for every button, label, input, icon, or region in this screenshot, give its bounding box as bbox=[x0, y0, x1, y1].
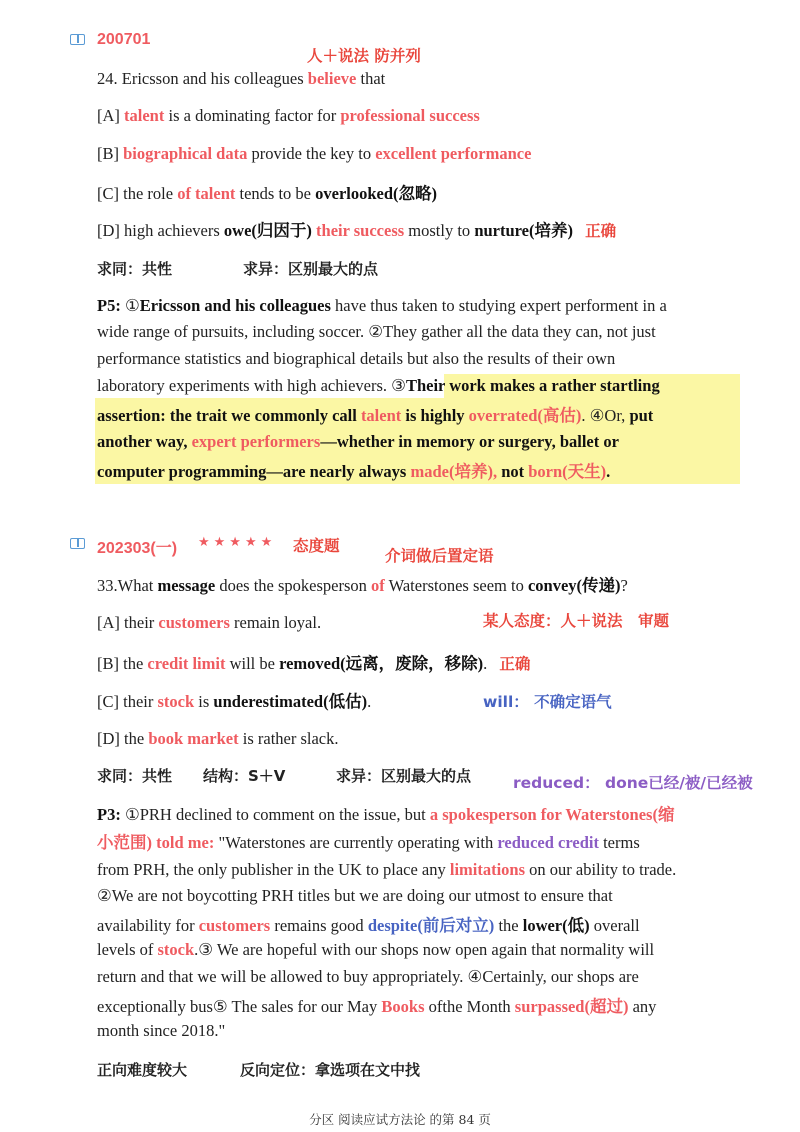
bottom-note: 正向难度较大 bbox=[97, 1061, 188, 1079]
paragraph-line: computer programming—are nearly always made(培养), not born(天生). bbox=[97, 462, 611, 481]
section-code: 200701 bbox=[97, 31, 151, 48]
section-code: 202303(一) bbox=[97, 540, 178, 557]
paragraph-line: assertion: the trait we commonly call talent is highly overrated(高估). ④Or, put bbox=[97, 406, 654, 425]
option-b: [B] biographical data provide the key to excellent performance bbox=[97, 144, 532, 163]
paragraph-line: levels of stock.③ We are hopeful with our shops now open again that normality will bbox=[97, 940, 655, 959]
option-a: [A] talent is a dominating factor for professional success bbox=[97, 106, 480, 125]
annotation-note: 介词做后置定语 bbox=[385, 547, 494, 565]
paragraph-line: another way, expert performers—whether in memory or surgery, ballet or bbox=[97, 432, 619, 451]
annotation-note: reduced： done已经/被/已经被 bbox=[513, 774, 753, 792]
paragraph-line: 小范围) told me: "Waterstones are currently operating with reduced credit terms bbox=[97, 833, 640, 852]
method-structure: 结构：S＋V bbox=[203, 767, 286, 785]
option-b: [B] the credit limit will be removed(远离，废除，移除). 正确 bbox=[97, 654, 531, 673]
paragraph-line: return and that we will be allowed to buy appropriately. ④Certainly, our shops are bbox=[97, 967, 639, 986]
method-common: 求同：共性 bbox=[97, 767, 173, 785]
question-type: 态度题 bbox=[293, 537, 340, 555]
paragraph-line: month since 2018." bbox=[97, 1021, 226, 1040]
paragraph-line: P3: ①PRH declined to comment on the issue, but a spokesperson for Waterstones(缩 bbox=[97, 805, 675, 824]
question-stem: 33.What message does the spokesperson of Waterstones seem to convey(传递)? bbox=[97, 576, 628, 595]
paragraph-line: exceptionally bus⑤ The sales for our May Books ofthe Month surpassed(超过) any bbox=[97, 997, 657, 1016]
paragraph-line: availability for customers remains good despite(前后对立) the lower(低) overall bbox=[97, 916, 640, 935]
correct-note: 正确 bbox=[499, 655, 531, 673]
star-rating: ★★★★★ bbox=[198, 535, 277, 550]
paragraph-line: from PRH, the only publisher in the UK to place any limitations on our ability to trade. bbox=[97, 860, 677, 879]
option-c: [C] their stock is underestimated(低估). bbox=[97, 692, 372, 711]
annotation-note: 某人态度：人＋说法 审题 bbox=[483, 612, 670, 630]
paragraph-line: ②We are not boycotting PRH titles but we are doing our utmost to ensure that bbox=[97, 886, 613, 905]
paragraph-line: P5: ①Ericsson and his colleagues have thus taken to studying expert performent in a bbox=[97, 296, 667, 315]
bottom-note: 反向定位：拿选项在文中找 bbox=[240, 1061, 421, 1079]
book-icon bbox=[70, 538, 85, 549]
annotation-note: will： 不确定语气 bbox=[483, 693, 612, 711]
paragraph-line: laboratory experiments with high achievers. ③Their work makes a rather startling bbox=[97, 376, 660, 395]
option-c: [C] the role of talent tends to be overlooked(忽略) bbox=[97, 184, 438, 203]
book-icon bbox=[70, 34, 85, 45]
paragraph-line: performance statistics and biographical details but also the results of their own bbox=[97, 349, 616, 368]
method-common: 求同：共性 bbox=[97, 260, 173, 278]
annotation-note: 人＋说法 防并列 bbox=[307, 47, 421, 65]
option-d: [D] high achievers owe(归因于) their success mostly to nurture(培养) 正确 bbox=[97, 221, 617, 240]
method-different: 求异：区别最大的点 bbox=[243, 260, 379, 278]
correct-note: 正确 bbox=[585, 222, 617, 240]
option-d: [D] the book market is rather slack. bbox=[97, 729, 339, 748]
option-a: [A] their customers remain loyal. bbox=[97, 613, 322, 632]
question-stem: 24. Ericsson and his colleagues believe that bbox=[97, 69, 386, 88]
paragraph-line: wide range of pursuits, including soccer. ②They gather all the data they can, not just bbox=[97, 322, 656, 341]
method-different: 求异：区别最大的点 bbox=[336, 767, 472, 785]
page-footer: 分区 阅读应试方法论 的第 84 页 bbox=[309, 1112, 491, 1127]
